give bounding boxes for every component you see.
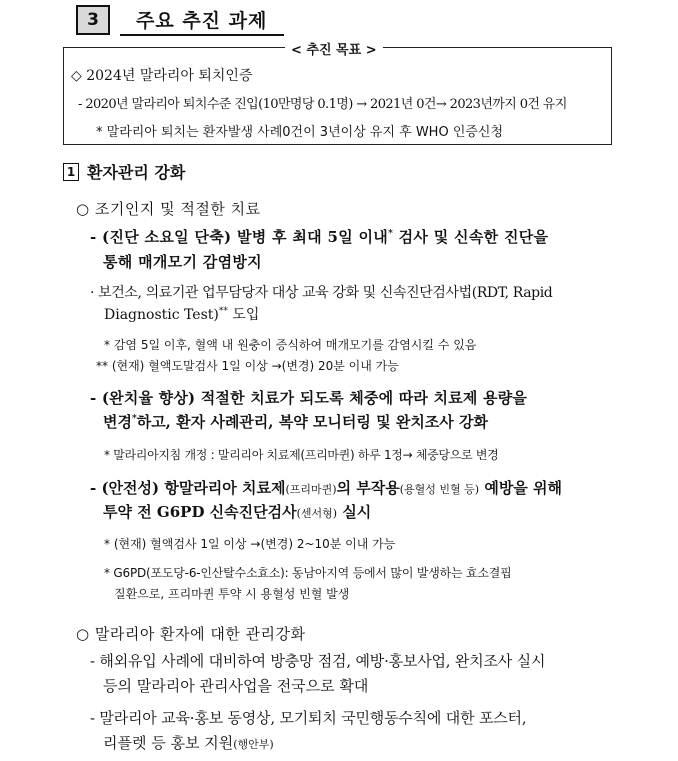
item-cure-line1: - (완치율 향상) 적절한 치료가 되도록 체중에 따라 치료제 용량을 (90, 389, 528, 407)
item-safety-line1 (90, 477, 562, 498)
note-guideline: * 말라리아지침 개정 : 말리리아 치료제(프리마퀸) 하루 1정→ 체중당으로 변경 (104, 448, 499, 462)
section-number: 3 (87, 10, 99, 30)
item-safety-line2 (103, 501, 371, 522)
footnote-mark: * (388, 229, 394, 239)
target-title: < 추진 목표 > (285, 39, 383, 58)
bullet-patient-management: ○ 말라리아 환자에 대한 관리강화 (76, 625, 306, 643)
item-diagnosis-text-b: 검사 및 신속한 진단을 (393, 228, 549, 246)
item-safety-text-a: - (안전성) 항말라리아 치료제 (90, 479, 286, 497)
item-promotion-agency: (행안부) (233, 738, 274, 751)
item-cure-text-a: 변경 (103, 413, 132, 431)
note-g6pd-line1: * G6PD(포도당-6-인산탈수소효소): 동남아지역 등에서 많이 발생하는 효소결핍 (104, 566, 512, 580)
item-safety-text-c: 예방을 위해 (479, 479, 563, 497)
item-safety-text-d: 투약 전 G6PD 신속진단검사 (103, 503, 297, 521)
item-promotion-line1: - 말라리아 교육·홍보 동영상, 모기퇴치 국민행동수칙에 대한 포스터, (90, 709, 527, 727)
target-note: * 말라리아 퇴치는 환자발생 사례0건이 3년이상 유지 후 WHO 인증신청 (96, 125, 504, 140)
item-education-text-a: Diagnostic Test) (104, 307, 219, 323)
section-title-underline (120, 34, 284, 36)
footnote-mark: ** (218, 306, 228, 317)
item-promotion-text: 리플렛 등 홍보 지원 (103, 734, 234, 752)
item-cure-line2 (103, 411, 488, 432)
item-safety-text-b: 의 부작용 (336, 479, 400, 497)
item-education-text-b: 도입 (227, 307, 260, 323)
target-detail: - 2020년 말라리아 퇴치수준 진입(10만명당 0.1명) → 2021년 0건→ 2023년까지 0건 유지 (78, 97, 567, 112)
item-diagnosis-line2: 통해 매개모기 감염방지 (103, 253, 262, 271)
bullet-early-detection: ○ 조기인지 및 적절한 치료 (76, 200, 261, 218)
note-blood-test: * (현재) 혈액검사 1일 이상 →(변경) 2~10분 이내 가능 (104, 537, 396, 551)
item-diagnosis-text-a: - (진단 소요일 단축) 발병 후 최대 5일 이내 (90, 228, 389, 246)
note-infection: * 감염 5일 이후, 혈액 내 원충이 증식하여 매개모기를 감염시킬 수 있음 (104, 338, 477, 352)
item-promotion-line2 (103, 732, 274, 753)
target-goal: ◇ 2024년 말라리아 퇴치인증 (71, 68, 253, 84)
item-safety-side-effect: (용혈성 빈혈 등) (399, 483, 480, 496)
footnote-mark: * (131, 414, 137, 424)
note-rdt: ** (현재) 혈액도말검사 1일 이상 →(변경) 20분 이내 가능 (96, 359, 399, 373)
item-imported-line2: 등의 말라리아 관리사업을 전국으로 확대 (103, 677, 369, 695)
item-safety-sensor: (센서형) (296, 507, 338, 520)
subsection-heading (63, 160, 185, 183)
subsection-title: 환자관리 강화 (87, 163, 186, 182)
item-cure-text-b: 하고, 환자 사례관리, 복약 모니터링 및 완치조사 강화 (136, 413, 488, 431)
section-number-box (76, 5, 110, 35)
item-education-line2 (104, 304, 259, 324)
item-diagnosis-line1 (90, 226, 548, 247)
item-imported-line1: - 해외유입 사례에 대비하여 방충망 점검, 예방·홍보사업, 완치조사 실시 (90, 652, 546, 670)
item-safety-drug-name: (프리마퀸) (285, 483, 337, 496)
section-title: 주요 추진 과제 (136, 10, 268, 32)
note-g6pd-line2: 질환으로, 프리마퀸 투약 시 용혈성 빈혈 발생 (114, 587, 350, 601)
item-education-line1: · 보건소, 의료기관 업무담당자 대상 교육 강화 및 신속진단검사법(RDT, Rapid (90, 285, 553, 301)
item-safety-text-e: 실시 (337, 503, 372, 521)
subsection-number-box: 1 (63, 163, 79, 181)
